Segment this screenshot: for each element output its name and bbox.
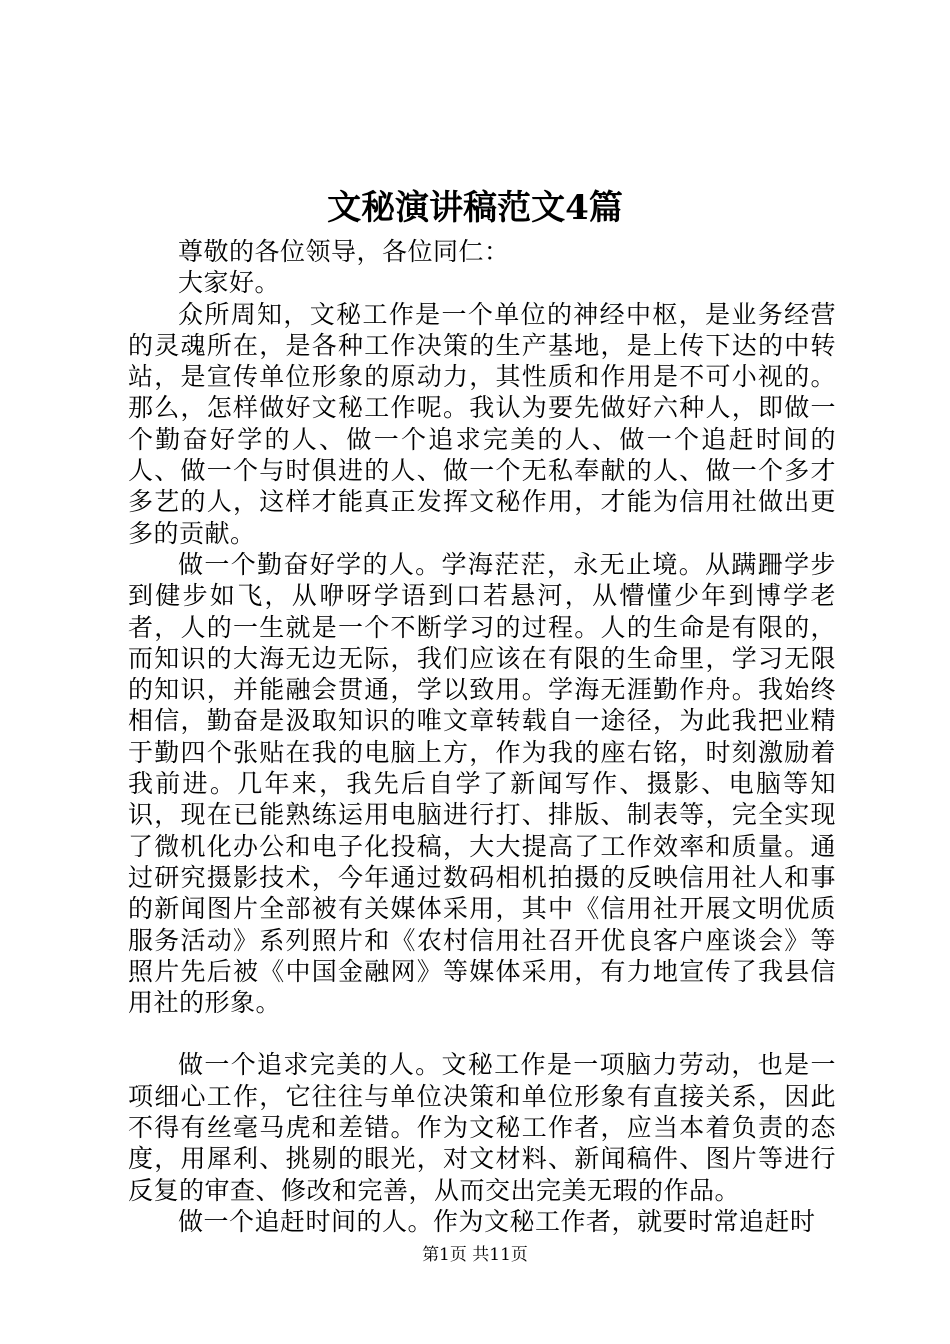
paragraph-diligent-learner: 做一个勤奋好学的人。学海茫茫，永无止境。从蹒跚学步到健步如飞，从咿呀学语到口若悬河，从懵懂少年到博学老者，人的一生就是一个不断学习的过程。人的生命是有限的，而知识的大海无边无际，我们应该在有限的生命里，学习无限的知识，并能融会贯通，学以致用。学海无涯勤作舟。我始终相信，勤奋是汲取知识的唯文章转载自一途径，为此我把业精于勤四个张贴在我的电脑上方，作为我的座右铭，时刻激励着我前进。几年来，我先后自学了新闻写作、摄影、电脑等知识，现在已能熟练运用电脑进行打、排版、制表等，完全实现了微机化办公和电子化投稿，大大提高了工作效率和质量。通过研究摄影技术，今年通过数码相机拍摄的反映信用社人和事的新闻图片全部被有关媒体采用，其中《信用社开展文明优质服务活动》系列照片和《农村信用社召开优良客户座谈会》等照片先后被《中国金融网》等媒体采用，有力地宣传了我县信用社的形象。: [128, 549, 836, 1018]
salutation: 尊敬的各位领导，各位同仁：: [178, 237, 510, 266]
page-footer: 第1页 共11页: [422, 1245, 528, 1265]
document-title: 文秘演讲稿范文4篇: [327, 188, 623, 228]
paragraph-time-chaser: 做一个追赶时间的人。作为文秘工作者，就要时常追赶时: [178, 1206, 816, 1236]
greeting: 大家好。: [178, 268, 281, 298]
paragraph-intro: 众所周知，文秘工作是一个单位的神经中枢，是业务经营的灵魂所在，是各种工作决策的生产基地，是上传下达的中转站，是宣传单位形象的原动力，其性质和作用是不可小视的。那么，怎样做好文秘工作呢。我认为要先做好六种人，即做一个勤奋好学的人、做一个追求完美的人、做一个追赶时间的人、做一个与时俱进的人、做一个无私奉献的人、做一个多才多艺的人，这样才能真正发挥文秘作用，才能为信用社做出更多的贡献。: [128, 299, 836, 548]
document-body: [128, 236, 836, 1237]
paragraph-perfectionist: 做一个追求完美的人。文秘工作是一项脑力劳动，也是一项细心工作，它往往与单位决策和单位形象有直接关系，因此不得有丝毫马虎和差错。作为文秘工作者，应当本着负责的态度，用犀利、挑剔的眼光，对文材料、新闻稿件、图片等进行反复的审查、修改和完善，从而交出完美无瑕的作品。: [128, 1050, 836, 1205]
